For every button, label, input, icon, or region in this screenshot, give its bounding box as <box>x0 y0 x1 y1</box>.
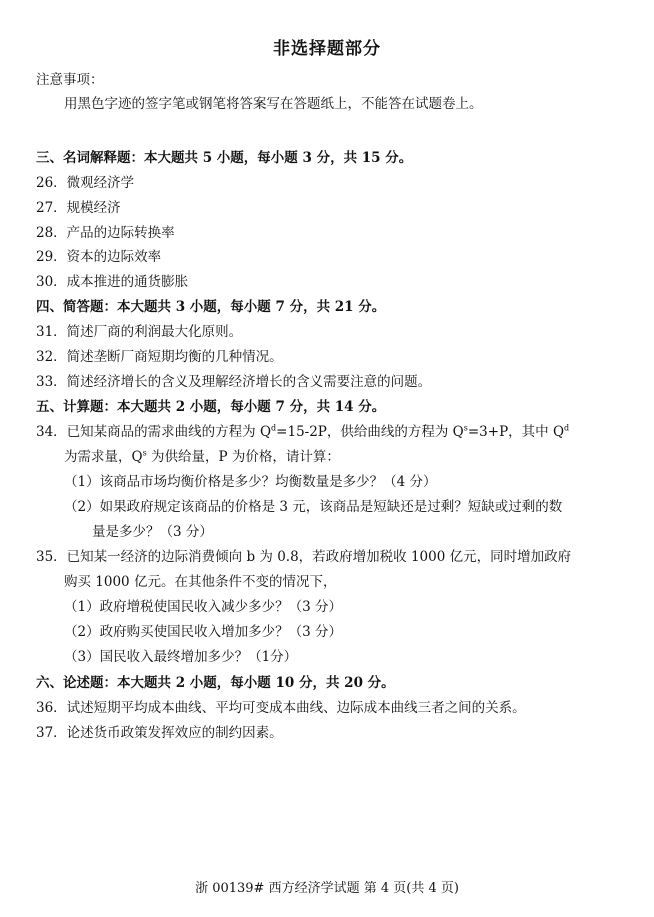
q34-sup-d-2: d <box>564 423 570 433</box>
section-4-heading: 四、简答题：本大题共 3 小题，每小题 7 分，共 21 分。 <box>36 299 386 315</box>
question-29: 29．资本的边际效率 <box>36 249 162 265</box>
question-34-sub-2-line-2: 量是多少？（3 分） <box>92 524 213 540</box>
question-35-line-1: 35．已知某一经济的边际消费倾向 b 为 0.8，若政府增加税收 1000 亿元，同时增加政府 <box>36 549 572 565</box>
q34-text-b: =15-2P，供给曲线的方程为 Q <box>276 424 464 440</box>
section-3-heading: 三、名词解释题：本大题共 5 小题，每小题 3 分，共 15 分。 <box>36 150 413 166</box>
question-27: 27．规模经济 <box>36 200 121 216</box>
notice-heading: 注意事项： <box>36 72 104 88</box>
section-6-heading: 六、论述题：本大题共 2 小题，每小题 10 分，共 20 分。 <box>36 675 395 691</box>
page-title: 非选择题部分 <box>273 39 381 59</box>
question-34-sub-1: （1）该商品市场均衡价格是多少？均衡数量是多少？（4 分） <box>64 474 437 490</box>
question-36: 36．试述短期平均成本曲线、平均可变成本曲线、边际成本曲线三者之间的关系。 <box>36 700 526 716</box>
page-footer: 浙 00139# 西方经济学试题 第 4 页(共 4 页) <box>195 881 459 896</box>
question-32: 32．简述垄断厂商短期均衡的几种情况。 <box>36 349 283 365</box>
question-34-sub-2-line-1: （2）如果政府规定该商品的价格是 3 元，该商品是短缺还是过剩？短缺或过剩的数 <box>64 499 563 515</box>
q34-line2-sup: s <box>142 448 147 458</box>
question-34-line-1 <box>36 423 569 441</box>
question-26: 26．微观经济学 <box>36 175 135 191</box>
question-33: 33．简述经济增长的含义及理解经济增长的含义需要注意的问题。 <box>36 374 432 390</box>
question-30: 30．成本推进的通货膨胀 <box>36 274 189 290</box>
question-28: 28．产品的边际转换率 <box>36 225 175 241</box>
question-35-sub-2: （2）政府购买使国民收入增加多少？（3 分） <box>64 624 342 640</box>
q34-line2-b: 为供给量，P 为价格，请计算： <box>146 449 340 465</box>
q34-text-c: =3+P，其中 Q <box>467 424 565 440</box>
section-5-heading: 五、计算题：本大题共 2 小题，每小题 7 分，共 14 分。 <box>36 399 386 415</box>
q34-text-a: 34．已知某商品的需求曲线的方程为 Q <box>36 424 272 440</box>
question-31: 31．简述厂商的利润最大化原则。 <box>36 324 243 340</box>
question-34-line-2 <box>64 448 340 466</box>
q34-sup-d-1: d <box>271 423 277 433</box>
question-37: 37．论述货币政策发挥效应的制约因素。 <box>36 725 283 741</box>
question-35-sub-1: （1）政府增税使国民收入减少多少？（3 分） <box>64 599 342 615</box>
question-35-line-2: 购买 1000 亿元。在其他条件不变的情况下， <box>64 574 337 590</box>
q34-sup-s: s <box>463 423 468 433</box>
question-35-sub-3: （3）国民收入最终增加多少？（1分） <box>64 649 298 665</box>
q34-line2-a: 为需求量，Q <box>64 449 143 465</box>
notice-text: 用黑色字迹的签字笔或钢笔将答案写在答题纸上，不能答在试题卷上。 <box>64 96 483 112</box>
